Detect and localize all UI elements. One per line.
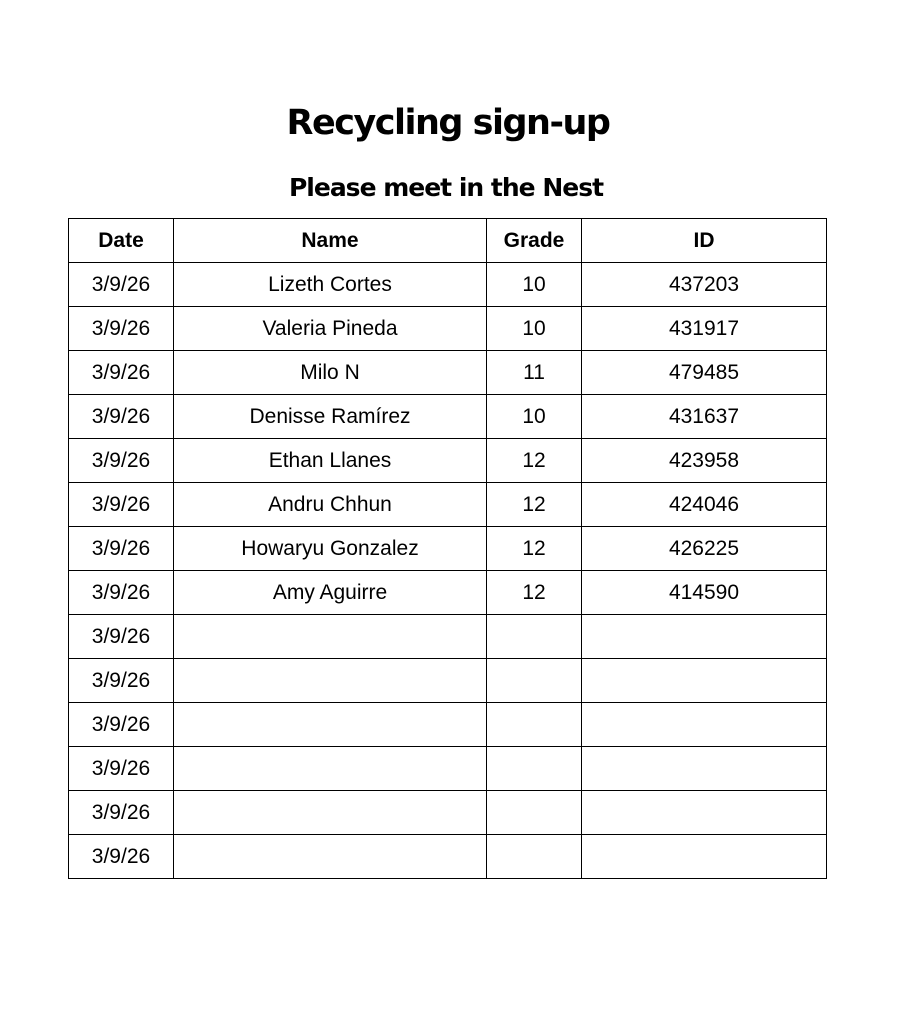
document-subtitle: Please meet in the Nest — [288, 173, 604, 202]
cell-id: 431637 — [582, 395, 827, 439]
cell-date: 3/9/26 — [69, 527, 174, 571]
cell-id — [582, 615, 827, 659]
signup-table — [68, 218, 827, 879]
table-row — [69, 395, 827, 439]
column-header-name: Name — [174, 219, 487, 263]
cell-id — [582, 659, 827, 703]
cell-date: 3/9/26 — [69, 747, 174, 791]
table-row — [69, 703, 827, 747]
cell-date: 3/9/26 — [69, 571, 174, 615]
cell-name — [174, 747, 487, 791]
cell-name — [174, 835, 487, 879]
cell-grade — [487, 659, 582, 703]
cell-name: Denisse Ramírez — [174, 395, 487, 439]
table-row — [69, 659, 827, 703]
cell-name: Valeria Pineda — [174, 307, 487, 351]
cell-name — [174, 791, 487, 835]
cell-grade — [487, 835, 582, 879]
cell-name: Lizeth Cortes — [174, 263, 487, 307]
table-row — [69, 571, 827, 615]
cell-name: Milo N — [174, 351, 487, 395]
cell-name — [174, 615, 487, 659]
table-row — [69, 791, 827, 835]
cell-grade: 12 — [487, 527, 582, 571]
cell-id: 414590 — [582, 571, 827, 615]
table-row — [69, 307, 827, 351]
cell-id: 426225 — [582, 527, 827, 571]
table-row — [69, 747, 827, 791]
document-title: Recycling sign-up — [286, 103, 610, 143]
cell-grade — [487, 791, 582, 835]
cell-date: 3/9/26 — [69, 263, 174, 307]
table-header-row — [69, 219, 827, 263]
cell-date: 3/9/26 — [69, 615, 174, 659]
cell-grade: 10 — [487, 395, 582, 439]
table-row — [69, 835, 827, 879]
cell-date: 3/9/26 — [69, 659, 174, 703]
table-row — [69, 351, 827, 395]
cell-grade — [487, 703, 582, 747]
cell-grade: 12 — [487, 483, 582, 527]
cell-name — [174, 659, 487, 703]
cell-date: 3/9/26 — [69, 351, 174, 395]
cell-name — [174, 703, 487, 747]
cell-id: 479485 — [582, 351, 827, 395]
cell-name: Amy Aguirre — [174, 571, 487, 615]
cell-id: 424046 — [582, 483, 827, 527]
cell-name: Ethan Llanes — [174, 439, 487, 483]
cell-date: 3/9/26 — [69, 791, 174, 835]
cell-grade: 10 — [487, 307, 582, 351]
cell-date: 3/9/26 — [69, 439, 174, 483]
cell-grade: 11 — [487, 351, 582, 395]
cell-id: 437203 — [582, 263, 827, 307]
cell-id — [582, 791, 827, 835]
table-row — [69, 483, 827, 527]
table-row — [69, 615, 827, 659]
cell-grade: 12 — [487, 439, 582, 483]
cell-grade — [487, 747, 582, 791]
cell-date: 3/9/26 — [69, 483, 174, 527]
cell-grade: 12 — [487, 571, 582, 615]
cell-date: 3/9/26 — [69, 307, 174, 351]
column-header-date: Date — [69, 219, 174, 263]
table-row — [69, 263, 827, 307]
cell-date: 3/9/26 — [69, 703, 174, 747]
cell-grade: 10 — [487, 263, 582, 307]
column-header-grade: Grade — [487, 219, 582, 263]
cell-name: Howaryu Gonzalez — [174, 527, 487, 571]
cell-id — [582, 747, 827, 791]
cell-date: 3/9/26 — [69, 395, 174, 439]
table-row — [69, 527, 827, 571]
cell-id: 423958 — [582, 439, 827, 483]
cell-id — [582, 703, 827, 747]
cell-id: 431917 — [582, 307, 827, 351]
cell-id — [582, 835, 827, 879]
cell-name: Andru Chhun — [174, 483, 487, 527]
cell-date: 3/9/26 — [69, 835, 174, 879]
table-row — [69, 439, 827, 483]
column-header-id: ID — [582, 219, 827, 263]
cell-grade — [487, 615, 582, 659]
